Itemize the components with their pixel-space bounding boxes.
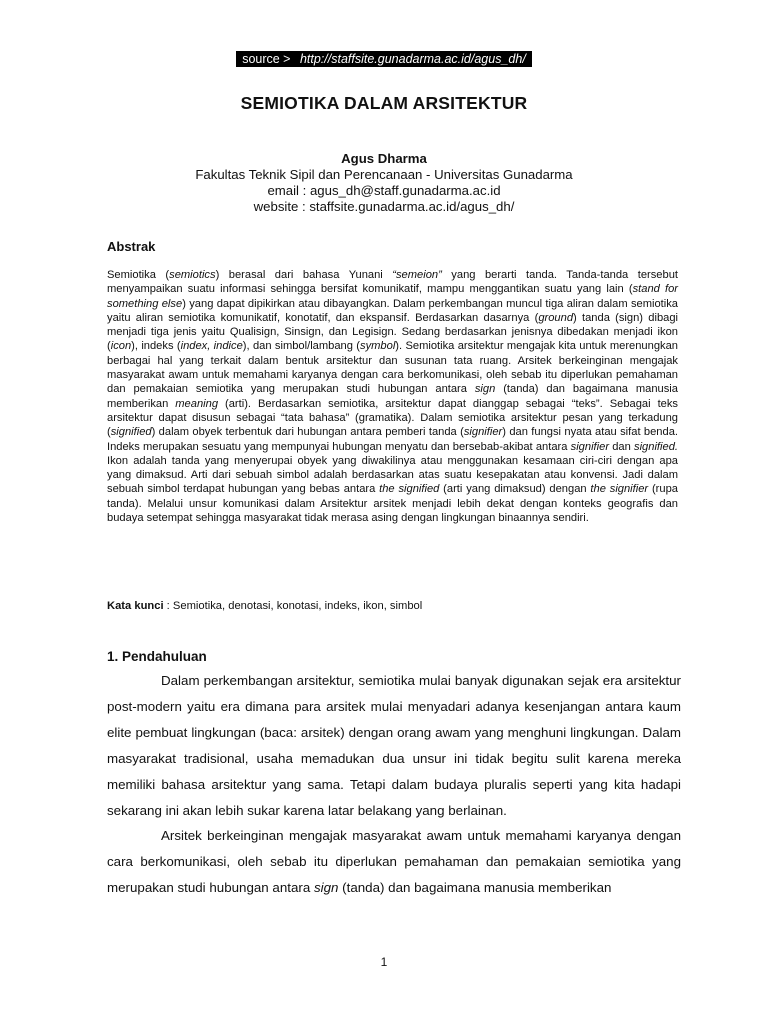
text-run: ) dalam obyek terbentuk dari hubungan antara pemberi tanda ( [151, 426, 464, 439]
italic-term: the signifier [590, 483, 649, 496]
italic-term: meaning [175, 397, 219, 410]
text-run: ), indeks ( [131, 340, 181, 353]
italic-term: signified [110, 426, 152, 439]
body-paragraph [107, 823, 681, 901]
source-url[interactable]: http://staffsite.gunadarma.ac.id/agus_dh/ [297, 51, 529, 67]
text-run: yang berarti tanda. Tanda-tanda tersebut menyampaikan suatu informasi sehingga bersifat komunikatif, mampu menggantikan suatu yang lain ( [107, 269, 678, 296]
author-block [0, 151, 768, 215]
section-heading: 1. Pendahuluan [107, 649, 207, 664]
abstract-heading: Abstrak [107, 239, 156, 254]
text-run: (tanda) dan bagaimana manusia memberikan [107, 383, 678, 410]
keywords-text: : Semiotika, denotasi, konotasi, indeks, ikon, simbol [163, 600, 423, 612]
italic-term: sign [313, 880, 339, 896]
text-run: ). Semiotika arsitektur mengajak kita untuk merenungkan berbagai hal yang terkait dalam bentuk arsitektur dan susunan tata ruang. Arsitek berkeinginan mengajak masyarakat awam untuk memahami karyanya dengan cara berkomunikasi, oleh sebab itu diperlukan pemahaman dan pemakaian semiotika yang merupakan studi hubungan antara [107, 340, 678, 396]
italic-term: “semeion” [392, 269, 442, 281]
italic-term: the signified [379, 483, 440, 496]
italic-term: index, indice [180, 340, 243, 353]
body-paragraph [107, 668, 681, 823]
source-banner-box [236, 51, 532, 67]
text-run: (arti yang dimaksud) dengan [439, 483, 591, 496]
text-run: (rupa tanda). Melalui unsur komunikasi dalam Arsitektur arsitek menjadi lebih dekat dengan konteks geografis dan budaya setempat sehingga masyarakat tidak merasa asing dengan lingkungan binaannya sendiri. [107, 483, 678, 525]
text-run: ) tanda (sign) dibagi menjadi tiga jenis yaitu Qualisign, Sinsign, dan Legisign. Sedang berdasarkan jenisnya dibedakan menjadi ikon ( [107, 311, 679, 353]
text-run: dan [609, 440, 635, 453]
italic-term: stand for something else [107, 283, 678, 310]
italic-term: ground [538, 311, 574, 324]
text-run: Arsitek berkeinginan mengajak masyarakat awam untuk memahami karyanya dengan cara berkomunikasi, oleh sebab itu diperlukan pemahaman dan pemakaian semiotika yang merupakan studi hubungan antara [107, 828, 681, 896]
author-website: website : staffsite.gunadarma.ac.id/agus_dh/ [253, 199, 515, 214]
author-name: Agus Dharma [341, 151, 427, 166]
italic-term: icon [110, 340, 132, 353]
italic-term: signified. [634, 440, 678, 453]
keywords-line [107, 600, 678, 612]
text-run: ) berasal dari bahasa Yunani [215, 269, 393, 281]
source-banner [0, 50, 768, 68]
italic-term: symbol [360, 340, 396, 353]
italic-term: signifier [570, 440, 610, 453]
source-prefix: source > [239, 51, 297, 67]
text-run: Semiotika ( [107, 269, 170, 281]
author-affiliation: Fakultas Teknik Sipil dan Perencanaan - Universitas Gunadarma [195, 167, 573, 182]
paper-title: SEMIOTIKA DALAM ARSITEKTUR [240, 93, 528, 113]
italic-term: sign [474, 383, 496, 396]
text-run: ) yang dapat dipikirkan atau dibayangkan. Dalam perkembangan muncul tiga aliran dalam semiotika yaitu aliran semiotika komunikatif, konotatif, dan ekspansif. Berdasarkan dasarnya ( [107, 297, 679, 324]
author-email: email : agus_dh@staff.gunadarma.ac.id [267, 183, 501, 198]
text-run: Ikon adalah tanda yang menyerupai obyek yang diwakilinya atau menggunakan kesamaan ciri-ciri dengan apa yang dimaksud. Arti dari sebuah simbol adalah berdasarkan atas suatu kesepakatan atau konvensi. Jadi dalam sebuah simbol terdapat hubungan yang bebas antara [107, 454, 678, 496]
text-run: ), dan simbol/lambang ( [242, 340, 360, 353]
italic-term: semiotics [169, 269, 216, 281]
text-run: Dalam perkembangan arsitektur, semiotika mulai banyak digunakan sejak era arsitektur post-modern yaitu era dimana para arsitek mulai menyadari adanya kesenjangan antara kaum elite pembuat lingkungan (baca: arsitek) dengan orang awam yang menghuni lingkungan. Dalam masyarakat tradisional, usaha memadukan dua unsur ini tidak begitu sulit karena mereka memiliki bahasa arsitektur yang sama. Tetapi dalam budaya pluralis seperti yang kita hadapi sekarang ini akan lebih sukar karena latar belakang yang berlainan. [107, 673, 681, 818]
text-run: (arti). Berdasarkan semiotika, arsitektur dapat dianggap sebagai “teks”. Sebagai teks arsitektur dapat disusun sebagai “tata bahasa” (gramatika). Dalam semiotika arsitektur pesan yang terkadung ( [107, 397, 678, 439]
section-body [107, 668, 681, 901]
keywords-label: Kata kunci [107, 600, 164, 612]
text-run: (tanda) dan bagaimana manusia memberikan [338, 880, 612, 896]
abstract-body [107, 268, 678, 525]
text-run: ) dan fungsi nyata atau sifat benda. Indeks merupakan sesuatu yang mempunyai hubungan menyatu dan bersebab-akibat antara [107, 426, 678, 453]
page-number: 1 [380, 955, 388, 969]
italic-term: signifier [463, 426, 503, 439]
abstract-paragraph [107, 268, 678, 525]
